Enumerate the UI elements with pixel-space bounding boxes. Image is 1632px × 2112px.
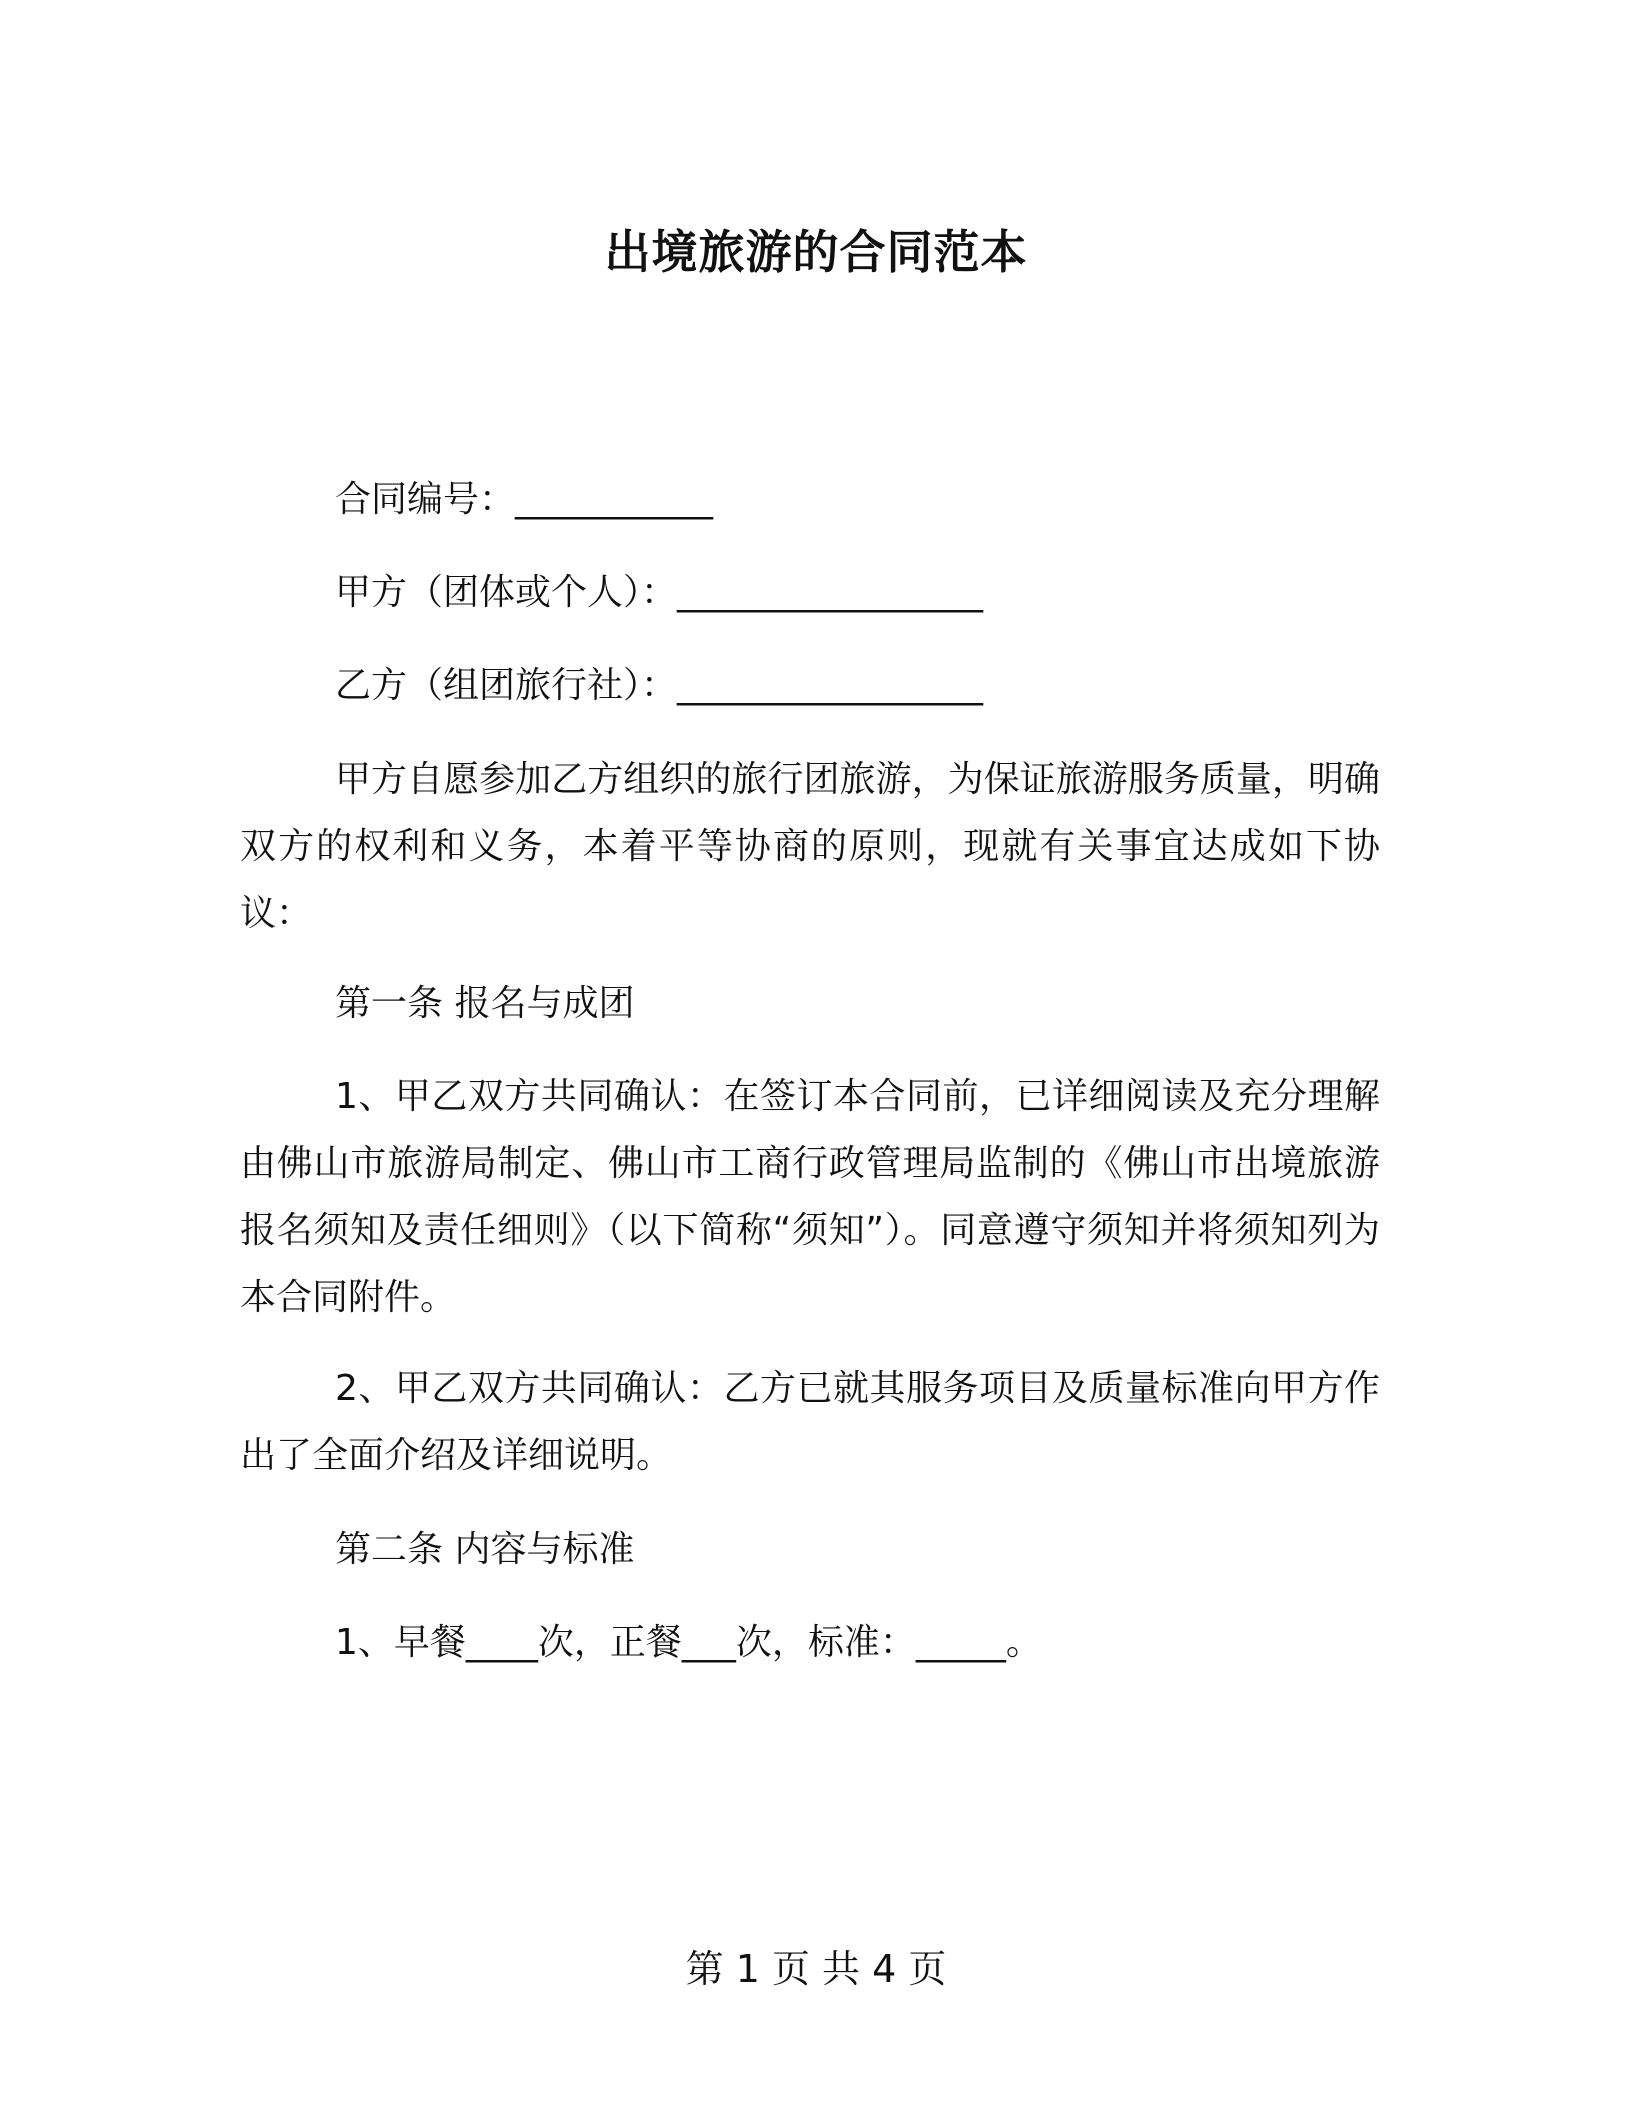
party-b-line: 乙方（组团旅行社）：_________________ <box>335 665 984 706</box>
article-1-item-2: 2、甲乙双方共同确认：乙方已就其服务项目及质量标准向甲方作出了全面介绍及详细说明。 <box>240 1368 1380 1476</box>
page-indicator: 第 1 页 共 4 页 <box>685 1947 947 1991</box>
intro-paragraph: 甲方自愿参加乙方组织的旅行团旅游，为保证旅游服务质量，明确双方的权利和义务，本着平等协商的原则，现就有关事宜达成如下协议： <box>240 759 1380 934</box>
article-1-item-1: 1、甲乙双方共同确认：在签订本合同前，已详细阅读及充分理解由佛山市旅游局制定、佛山市工商行政管理局监制的《佛山市出境旅游报名须知及责任细则》（以下简称“须知”）。同意遵守须知并将须知列为本合同附件。 <box>240 1076 1380 1318</box>
document-title: 出境旅游的合同范本 <box>604 225 1028 279</box>
contract-number-line: 合同编号：___________ <box>335 479 714 520</box>
article-2-item-1: 1、早餐____次，正餐___次，标准：_____。 <box>335 1622 1042 1663</box>
party-a-line: 甲方（团体或个人）：_________________ <box>335 572 984 613</box>
article-1-heading: 第一条 报名与成团 <box>335 983 635 1024</box>
article-2-heading: 第二条 内容与标准 <box>335 1529 635 1570</box>
